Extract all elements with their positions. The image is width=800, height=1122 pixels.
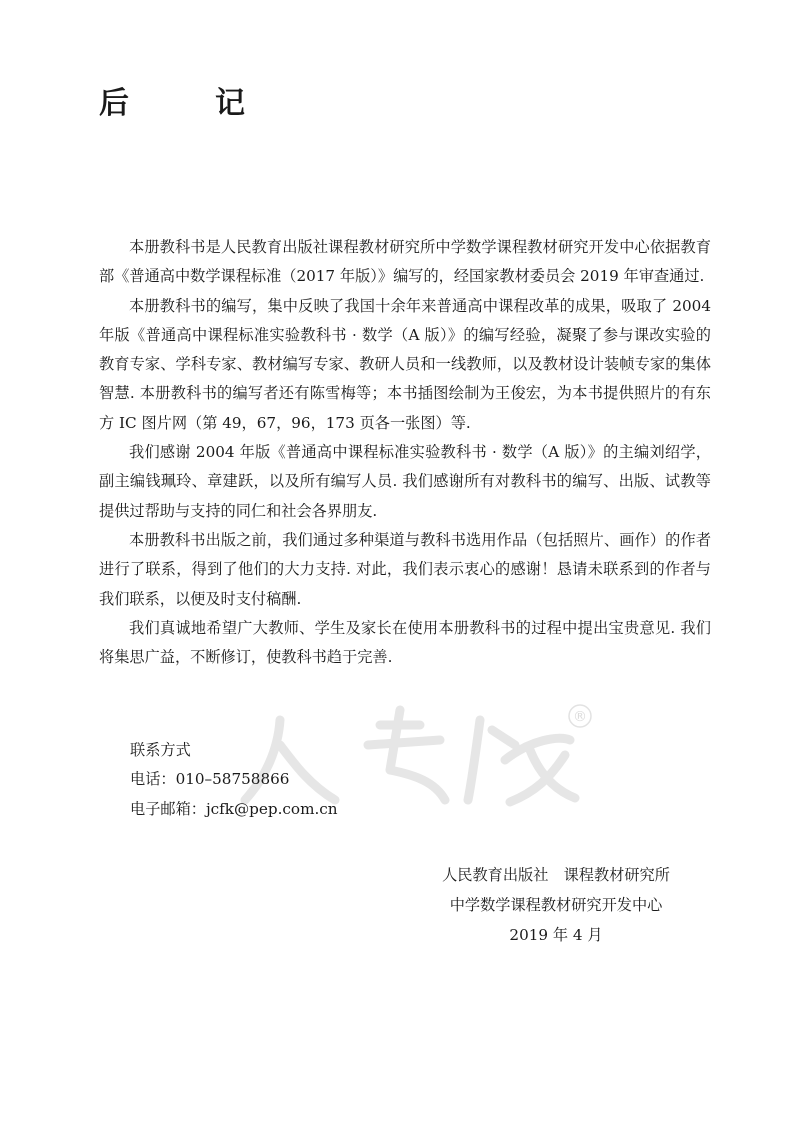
- afterword-body: [99, 233, 711, 672]
- contact-email: 电子邮箱：jcfk@pep.com.cn: [130, 799, 338, 818]
- page-title: 后 记: [99, 86, 273, 121]
- paragraph-5: 我们真诚地希望广大教师、学生及家长在使用本册教科书的过程中提出宝贵意见. 我们将集思广益，不断修订，使教科书趋于完善.: [99, 618, 711, 667]
- paragraph-3: 我们感谢 2004 年版《普通高中课程标准实验教科书 · 数学（A 版）》的主编刘绍学，副主编钱珮玲、章建跃，以及所有编写人员. 我们感谢所有对教科书的编写、出版、试教等提供过帮助与支持的同仁和社会各界朋友.: [99, 443, 711, 520]
- signature-publisher: 人民教育出版社 课程教材研究所: [442, 866, 670, 884]
- paragraph-4: 本册教科书出版之前，我们通过多种渠道与教科书选用作品（包括照片、画作）的作者进行了联系，得到了他们的大力支持. 对此，我们表示衷心的感谢！恳请未联系到的作者与我们联系，以便及时支付稿酬.: [99, 530, 711, 608]
- contact-block: [130, 736, 338, 824]
- contact-phone: 电话：010–58758866: [130, 770, 290, 789]
- contact-heading: 联系方式: [130, 741, 191, 759]
- paragraph-1: 本册教科书是人民教育出版社课程教材研究所中学数学课程教材研究开发中心依据教育部《普通高中数学课程标准（2017 年版）》编写的，经国家教材委员会 2019 年审查通过.: [99, 238, 711, 286]
- signature-center: 中学数学课程教材研究开发中心: [449, 896, 663, 914]
- paragraph-2: 本册教科书的编写，集中反映了我国十余年来普通高中课程改革的成果，吸取了 2004 年版《普通高中课程标准实验教科书 · 数学（A 版）》的编写经验，凝聚了参与课改实验的教育专家、学科专家、教材编写专家、教研人员和一线教师，以及教材设计装帧专家的集体智慧. 本册教科书的编写者还有陈雪梅等；本书插图绘制为王俊宏，为本书提供照片的有东方 IC 图片网（第 49，67，96，173 页各一张图）等.: [99, 296, 711, 432]
- registered-mark: ®: [573, 709, 587, 725]
- signature-block: [400, 860, 712, 950]
- signature-date: 2019 年 4 月: [509, 926, 603, 944]
